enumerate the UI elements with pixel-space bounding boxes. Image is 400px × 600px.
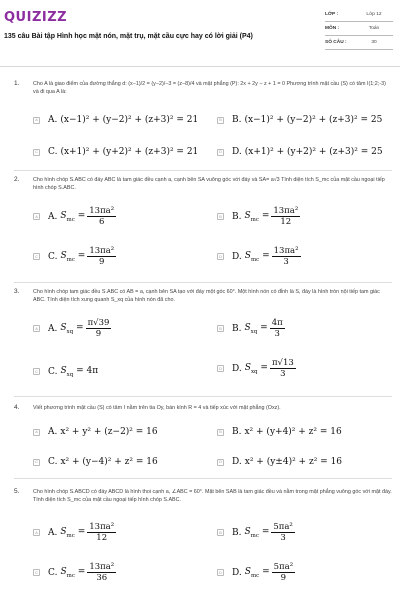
option-label: C. [48, 567, 58, 578]
option-label: A. [48, 527, 58, 538]
option-b[interactable] [217, 206, 300, 227]
fraction: $\frac{\text{13πa²}}{12}$ [273, 206, 299, 227]
option-text: x² + y² + (z−2)² = 16 [60, 427, 158, 437]
question-number: 3. [14, 288, 20, 295]
formula-lhs: $S_{xq}$ = [244, 322, 268, 335]
fraction: $\frac{\text{5πa²}}{9}$ [273, 562, 294, 583]
option-text: (x−1)² + (y−2)² + (z+3)² = 21 [60, 115, 199, 125]
option-letter-box: C [33, 368, 40, 375]
option-letter-box: D [217, 569, 224, 576]
fraction: $\frac{\pi√13}{3}$ [271, 358, 294, 379]
option-label: C. [48, 147, 58, 157]
info-row-class [325, 8, 393, 22]
option-d[interactable] [217, 562, 295, 583]
formula-lhs: $S_{mc}$ = [60, 526, 86, 539]
question-number: 4. [14, 404, 20, 411]
formula-lhs: $S_{mc}$ = [60, 250, 86, 263]
option-b[interactable] [217, 115, 382, 125]
formula-lhs: $S_{mc}$ = [244, 210, 270, 223]
option-label: A. [48, 427, 58, 437]
question-text: Cho hình chóp S.ABC có đáy ABC là tam giác đều cạnh a, cạnh bên SA vuông góc với đáy và SA= a√3 Tính diện tích S_mc của mặt cầu ngoại tiếp hình chóp S.ABC. [33, 177, 385, 191]
info-value: Toán [368, 26, 380, 31]
page-title: 135 câu Bài tập Hình học mặt nón, mặt trụ, mặt cầu cực hay có lời giải (P4) [4, 33, 253, 40]
option-letter-box: B [217, 213, 224, 220]
option-d[interactable] [217, 147, 383, 157]
info-key: MÔN : [325, 26, 340, 31]
option-letter-box: A [33, 325, 40, 332]
formula-lhs: $S_{mc}$ = [60, 210, 86, 223]
info-row-count [325, 36, 393, 50]
option-label: D. [232, 363, 242, 374]
option-letter-box: B [217, 529, 224, 536]
fraction: $\frac{4\pi}{3}$ [271, 318, 283, 339]
option-letter-box: A [33, 429, 40, 436]
option-label: A. [48, 115, 58, 125]
option-a[interactable] [33, 318, 111, 339]
option-text: x² + (y+4)² + z² = 16 [244, 427, 342, 437]
option-a[interactable] [33, 206, 116, 227]
option-label: B. [232, 527, 242, 538]
question-number: 5. [14, 488, 20, 495]
page-header [0, 0, 400, 66]
info-key: SỐ CÂU : [325, 40, 347, 45]
info-table [325, 8, 393, 50]
question-divider [14, 478, 392, 479]
formula-lhs: $S_{mc}$ = [244, 526, 270, 539]
option-label: D. [232, 251, 242, 262]
option-label: A. [48, 323, 58, 334]
question-number: 1. [14, 80, 20, 87]
option-letter-box: C [33, 253, 40, 260]
option-letter-box: B [217, 117, 224, 124]
formula-lhs: $S_{xq} = 4\pi$ [60, 366, 99, 378]
option-label: D. [232, 457, 242, 467]
option-letter-box: D [217, 365, 224, 372]
option-c[interactable] [33, 147, 198, 157]
question-divider [14, 282, 392, 283]
option-a[interactable] [33, 427, 158, 437]
info-key: LỚP : [325, 12, 339, 17]
question-number: 2. [14, 176, 20, 183]
question-text: Cho A là giao điểm của đường thẳng d: (x−1)/2 = (y−2)/−3 = (z−8)/4 và mặt phẳng (P): 2x + 2y − z + 1 = 0 Phương trình mặt cầu (S) có tâm I(1;2;-3) và đi qua A là: [33, 81, 386, 95]
option-letter-box: D [217, 459, 224, 466]
info-value: Lớp 12 [366, 12, 382, 17]
option-label: C. [48, 366, 58, 377]
info-row-subject [325, 22, 393, 36]
info-value: 30 [371, 40, 377, 45]
fraction: $\frac{\text{13πa²}}{12}$ [89, 522, 115, 543]
option-c[interactable] [33, 246, 116, 267]
option-c[interactable] [33, 562, 116, 583]
header-divider [0, 66, 400, 67]
option-letter-box: A [33, 117, 40, 124]
option-label: B. [232, 427, 242, 437]
quizizz-logo: QUIZIZZ [4, 10, 68, 25]
fraction: $\frac{\pi√39}{9}$ [87, 318, 110, 339]
option-c[interactable] [33, 366, 98, 378]
fraction: $\frac{\text{13πa²}}{9}$ [89, 246, 115, 267]
formula-lhs: $S_{xq}$ = [244, 362, 268, 375]
option-text: (x+1)² + (y+2)² + (z+3)² = 21 [60, 147, 199, 157]
option-label: A. [48, 211, 58, 222]
option-b[interactable] [217, 522, 295, 543]
option-letter-box: D [217, 253, 224, 260]
option-letter-box: B [217, 429, 224, 436]
option-text: x² + (y−4)² + z² = 16 [60, 457, 158, 467]
option-c[interactable] [33, 457, 158, 467]
fraction: $\frac{\text{5πa²}}{3}$ [273, 522, 293, 543]
option-a[interactable] [33, 115, 198, 125]
option-label: C. [48, 457, 58, 467]
option-d[interactable] [217, 358, 296, 379]
question-text: Cho hình chóp tam giác đều S.ABC có AB = a, cạnh bên SA tạo với đáy một góc 60°. Một hình nón có đỉnh là S, đáy là hình tròn nội tiếp tam giác ABC. Tính diện tích xung quanh S_xq của hình nón đã cho. [33, 289, 380, 303]
option-text: (x−1)² + (y−2)² + (z+3)² = 25 [244, 115, 383, 125]
option-text: (x+1)² + (y+2)² + (z+3)² = 25 [244, 147, 383, 157]
option-letter-box: A [33, 529, 40, 536]
fraction: $\frac{\text{13πa²}}{36}$ [89, 562, 115, 583]
formula-lhs: $S_{xq}$ = [60, 322, 84, 335]
option-letter-box: C [33, 569, 40, 576]
fraction: $\frac{\text{13πa²}}{6}$ [89, 206, 115, 227]
option-label: B. [232, 115, 242, 125]
option-letter-box: C [33, 459, 40, 466]
option-letter-box: A [33, 213, 40, 220]
option-b[interactable] [217, 318, 285, 339]
option-label: B. [232, 323, 242, 334]
question-divider [14, 396, 392, 397]
question-divider [14, 170, 392, 171]
formula-lhs: $S_{mc}$ = [244, 250, 270, 263]
question-text: Cho hình chóp S.ABCD có đáy ABCD là hình thoi cạnh a, ∠ABC = 60°. Mặt bên SAB là tam giác đều và nằm trong mặt phẳng vuông góc với mặt đáy. Tính diện tích S_mc của mặt cầu ngoại tiếp hình chóp S.ABC. [33, 489, 392, 503]
fraction: $\frac{\text{13πa²}}{3}$ [273, 246, 299, 267]
formula-lhs: $S_{mc}$ = [60, 566, 86, 579]
question-text: Viết phương trình mặt cầu (S) có tâm I nằm trên tia Oy, bán kính R = 4 và tiếp xúc với mặt phẳng (Oxz). [33, 405, 281, 411]
option-label: B. [232, 211, 242, 222]
option-label: C. [48, 251, 58, 262]
formula-lhs: $S_{mc}$ = [244, 566, 270, 579]
option-label: D. [232, 567, 242, 578]
option-letter-box: D [217, 149, 224, 156]
option-d[interactable] [217, 246, 301, 267]
option-a[interactable] [33, 522, 116, 543]
option-d[interactable] [217, 457, 342, 467]
option-b[interactable] [217, 427, 342, 437]
option-letter-box: C [33, 149, 40, 156]
option-text: x² + (y±4)² + z² = 16 [244, 457, 343, 467]
option-label: D. [232, 147, 242, 157]
option-letter-box: B [217, 325, 224, 332]
